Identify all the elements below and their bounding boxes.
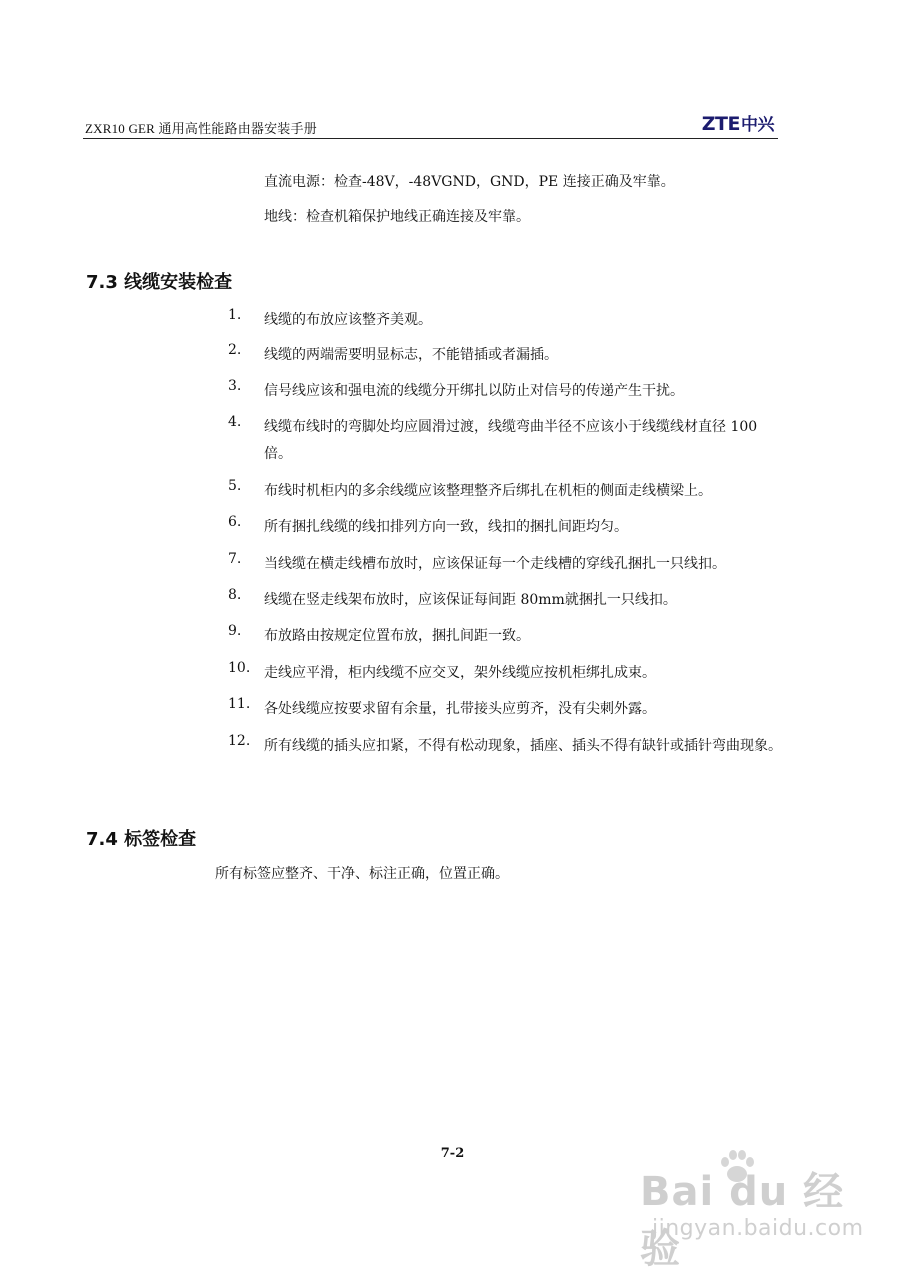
list-number: 6. — [228, 514, 242, 530]
list-text: 线缆在竖走线架布放时，应该保证每间距 80mm就捆扎一只线扣。 — [264, 592, 677, 608]
label-check-text: 所有标签应整齐、干净、标注正确，位置正确。 — [215, 866, 509, 882]
section-7-3-heading: 7.3 线缆安装检查 — [86, 272, 233, 293]
list-text: 布线时机柜内的多余线缆应该整理整齐后绑扎在机柜的侧面走线横梁上。 — [264, 483, 712, 499]
list-text: 走线应平滑，柜内线缆不应交叉，架外线缆应按机柜绑扎成束。 — [264, 665, 656, 681]
list-number: 7. — [228, 551, 242, 567]
list-number: 9. — [228, 623, 242, 639]
watermark-brand: Bai du 经验 — [640, 1169, 845, 1272]
list-number: 4. — [228, 414, 242, 430]
list-text: 线缆的两端需要明显标志，不能错插或者漏插。 — [264, 347, 558, 363]
list-text: 所有捆扎线缆的线扣排列方向一致，线扣的捆扎间距均匀。 — [264, 519, 628, 535]
page-header — [83, 108, 778, 139]
list-number: 2. — [228, 342, 242, 358]
ground-check: 地线：检查机箱保护地线正确连接及牢靠。 — [264, 209, 530, 225]
zte-logo — [702, 110, 774, 134]
dc-power-check: 直流电源：检查-48V，-48VGND，GND，PE 连接正确及牢靠。 — [264, 174, 675, 190]
list-text: 布放路由按规定位置布放，捆扎间距一致。 — [264, 628, 530, 644]
list-number: 1. — [228, 307, 242, 323]
baidu-watermark — [640, 1160, 880, 1272]
list-text: 各处线缆应按要求留有余量，扎带接头应剪齐，没有尖刺外露。 — [264, 701, 656, 717]
list-text: 当线缆在横走线槽布放时，应该保证每一个走线槽的穿线孔捆扎一只线扣。 — [264, 556, 726, 572]
list-text: 所有线缆的插头应扣紧，不得有松动现象，插座、插头不得有缺针或插针弯曲现象。 — [264, 738, 782, 754]
list-number: 3. — [228, 378, 242, 394]
list-number: 8. — [228, 587, 242, 603]
list-number: 5. — [228, 478, 242, 494]
page-number: 7-2 — [440, 1146, 465, 1161]
logo-chinese: 中兴 — [741, 115, 774, 135]
section-7-4-heading: 7.4 标签检查 — [86, 829, 197, 850]
list-number: 12. — [228, 733, 251, 749]
list-text: 线缆的布放应该整齐美观。 — [264, 312, 432, 328]
watermark-url: jingyan.baidu.com — [652, 1216, 864, 1241]
logo-latin: ZTE — [701, 113, 740, 135]
list-number: 11. — [228, 696, 251, 712]
list-text: 线缆布线时的弯脚处均应圆滑过渡，线缆弯曲半径不应该小于线缆线材直径 100 倍。 — [264, 419, 758, 462]
list-number: 10. — [228, 660, 251, 676]
header-title: ZXR10 GER 通用高性能路由器安装手册 — [85, 121, 317, 136]
list-text: 信号线应该和强电流的线缆分开绑扎以防止对信号的传递产生干扰。 — [264, 383, 684, 399]
